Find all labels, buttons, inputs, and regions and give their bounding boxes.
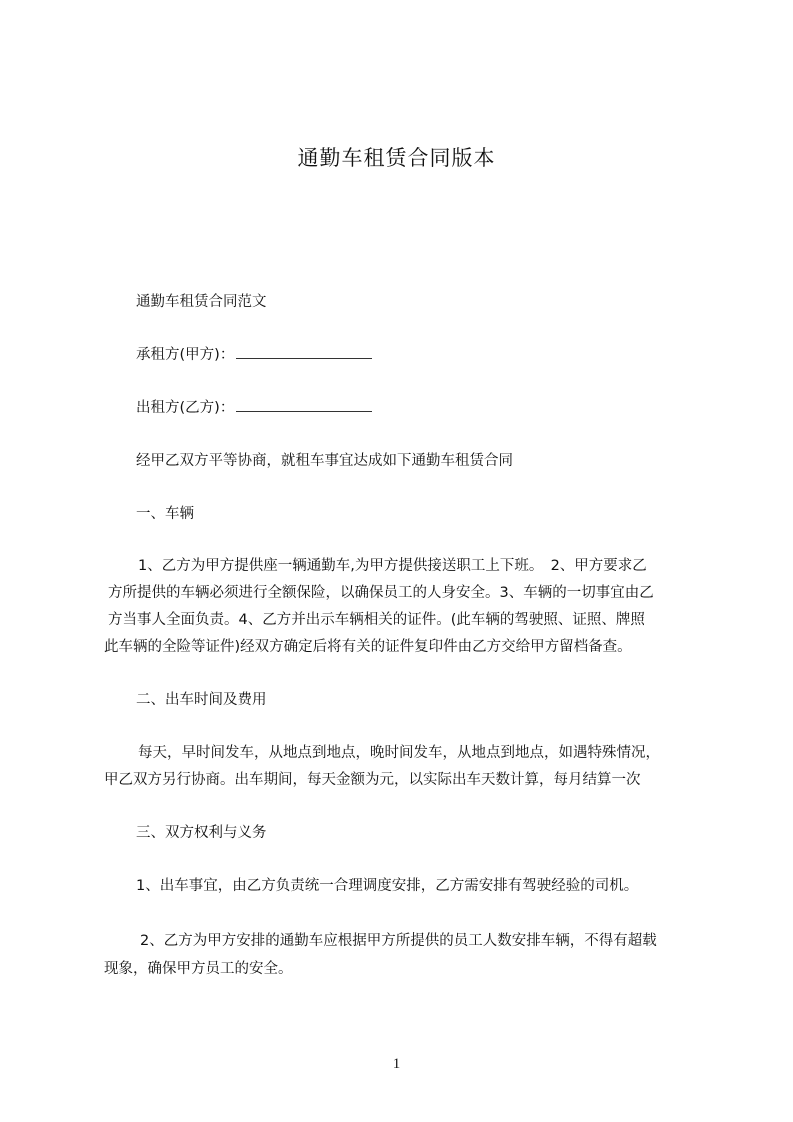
- section-1-line-2: 方所提供的车辆必须进行全额保险，以确保员工的人身安全。3、车辆的一切事宜由乙: [108, 585, 654, 601]
- lessee-blank: [236, 346, 372, 359]
- section-2-line-2: 甲乙双方另行协商。出车期间，每天金额为元，以实际出车天数计算，每月结算一次: [104, 772, 641, 788]
- lessee-line: [136, 346, 372, 364]
- section-3-item-2-line-1: 2、乙方为甲方安排的通勤车应根据甲方所提供的员工人数安排车辆，不得有超载: [140, 933, 657, 949]
- section-1-line-4: 此车辆的全险等证件)经双方确定后将有关的证件复印件由乙方交给甲方留档备查。: [104, 639, 632, 655]
- section-1-heading: 一、车辆: [136, 506, 194, 522]
- lessee-label: 承租方(甲方)：: [136, 347, 235, 363]
- section-2-line-1: 每天，早时间发车，从地点到地点，晚时间发车，从地点到地点，如遇特殊情况，: [138, 745, 660, 761]
- section-1-line-1: 1、乙方为甲方提供座一辆通勤车,为甲方提供接送职工上下班。 2、甲方要求乙: [138, 558, 647, 574]
- page-number: 1: [392, 1056, 401, 1072]
- lessor-label: 出租方(乙方)：: [136, 400, 235, 416]
- section-2-heading: 二、出车时间及费用: [136, 692, 267, 708]
- document-title: 通勤车租赁合同版本: [297, 146, 496, 170]
- lessor-line: [136, 399, 372, 417]
- section-3-heading: 三、双方权利与义务: [136, 825, 267, 841]
- intro-paragraph: 经甲乙双方平等协商，就租车事宜达成如下通勤车租赁合同: [136, 453, 513, 469]
- lessor-blank: [236, 399, 372, 412]
- section-3-item-1: 1、出车事宜，由乙方负责统一合理调度安排，乙方需安排有驾驶经验的司机。: [136, 878, 639, 894]
- section-3-item-2-line-2: 现象，确保甲方员工的安全。: [104, 961, 293, 977]
- subtitle: 通勤车租赁合同范文: [136, 294, 267, 310]
- section-1-line-3: 方当事人全面负责。4、乙方并出示车辆相关的证件。(此车辆的驾驶照、证照、牌照: [108, 612, 645, 628]
